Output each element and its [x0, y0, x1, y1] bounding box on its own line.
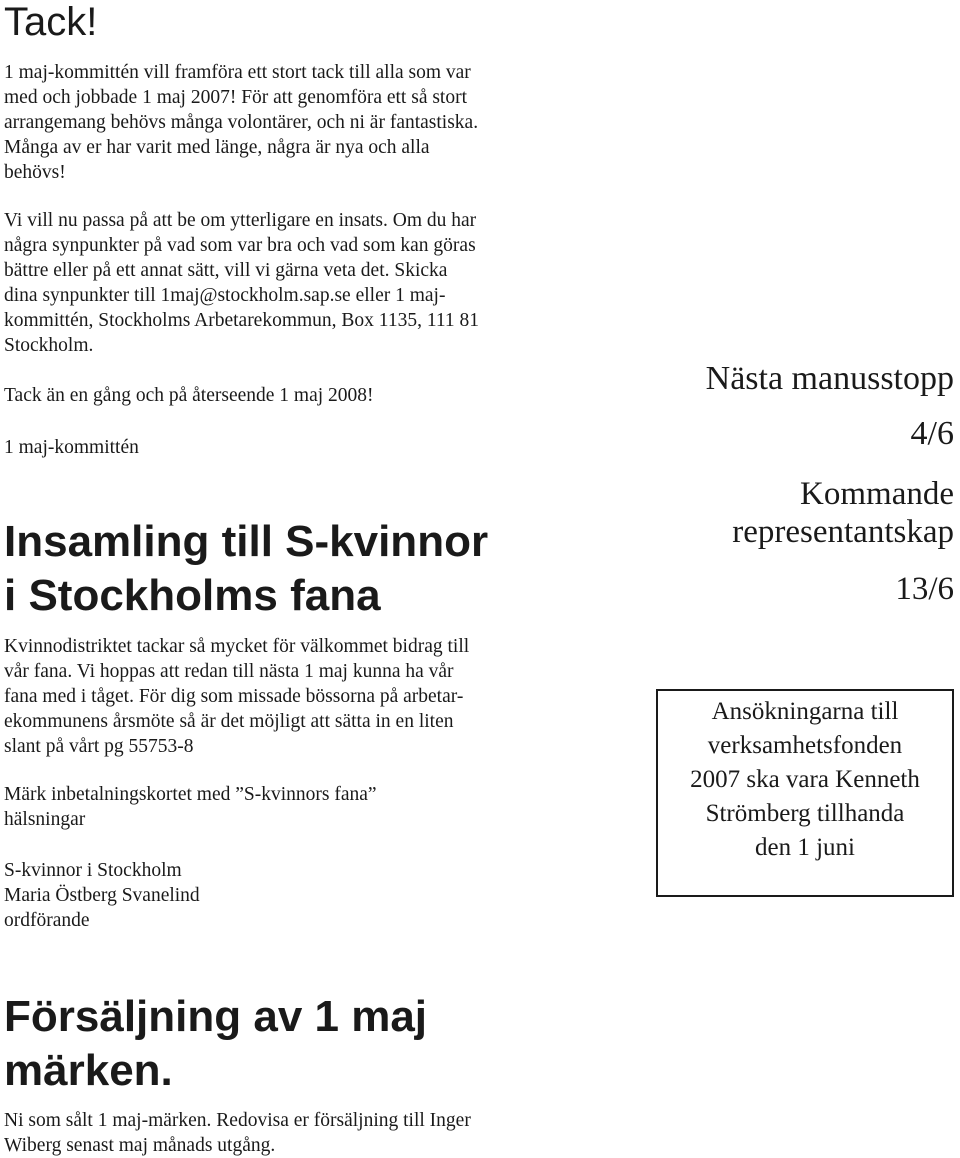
- insamling-paragraph-2-line-1: Märk inbetalningskortet med ”S-kvinnors fana”: [4, 784, 377, 805]
- insamling-heading-line-2: i Stockholms fana: [4, 571, 381, 620]
- next-stop-label: Nästa manusstopp: [705, 360, 954, 397]
- next-stop-date: 4/6: [910, 415, 954, 452]
- insamling-heading-line-1: Insamling till S-kvinnor: [4, 517, 489, 566]
- forsaljning-paragraph-1: Ni som sålt 1 maj-märken. Redovisa er försäljning till Inger Wiberg senast maj månads utgång.: [4, 1110, 471, 1156]
- insamling-signature-line-2: Maria Östberg Svanelind: [4, 885, 200, 906]
- notice-line-2: verksamhetsfonden: [707, 732, 903, 759]
- notice-line-1: Ansökningarna till: [711, 698, 899, 725]
- insamling-paragraph-1: Kvinnodistriktet tackar så mycket för välkommet bidrag till vår fana. Vi hoppas att redan till nästa 1 maj kunna ha vår fana med i tåget. För dig som missade bössorna på arbetar-ekommunens årsmöte så är det möjligt att sätta in en liten slant på vårt pg 55753-8: [4, 636, 470, 757]
- insamling-paragraph-2-line-2: hälsningar: [4, 809, 86, 830]
- notice-box: [656, 689, 954, 897]
- kommande-date: 13/6: [895, 571, 954, 607]
- insamling-signature-line-3: ordförande: [4, 910, 90, 931]
- tack-signature: 1 maj-kommittén: [4, 437, 139, 458]
- insamling-paragraph-2: [4, 782, 484, 832]
- forsaljning-heading-line-1: Försäljning av 1 maj: [4, 992, 428, 1041]
- notice-line-3: 2007 ska vara Kenneth: [690, 766, 920, 793]
- kommande-label-line-2: representantskap: [732, 514, 954, 550]
- tack-paragraph-2: Vi vill nu passa på att be om ytterligare en insats. Om du har några synpunkter på vad som var bra och vad som kan göras bättre eller på ett annat sätt, vill vi gärna veta det. Skicka dina synpunkter till 1maj@stockholm.sap.se eller 1 maj-kommittén, Stockholms Arbetarekommun, Box 1135, 111 81 Stockholm.: [4, 210, 480, 356]
- notice-line-5: den 1 juni: [755, 834, 855, 861]
- forsaljning-heading-line-2: märken.: [4, 1046, 173, 1095]
- notice-line-4: Strömberg tillhanda: [705, 800, 905, 827]
- kommande-label: [732, 475, 954, 551]
- tack-paragraph-3: Tack än en gång och på återseende 1 maj 2008!: [4, 385, 374, 406]
- insamling-heading: [4, 515, 488, 623]
- insamling-signature-line-1: S-kvinnor i Stockholm: [4, 860, 182, 881]
- tack-heading: Tack!: [4, 0, 98, 44]
- insamling-signature: [4, 858, 484, 933]
- forsaljning-heading: [4, 990, 427, 1098]
- tack-paragraph-1: 1 maj-kommittén vill framföra ett stort tack till alla som var med och jobbade 1 maj 2007! För att genomföra ett så stort arrangemang behövs många volontärer, och ni är fantastiska. Många av er har varit med länge, några är nya och alla behövs!: [4, 62, 479, 183]
- kommande-label-line-1: Kommande: [800, 476, 954, 512]
